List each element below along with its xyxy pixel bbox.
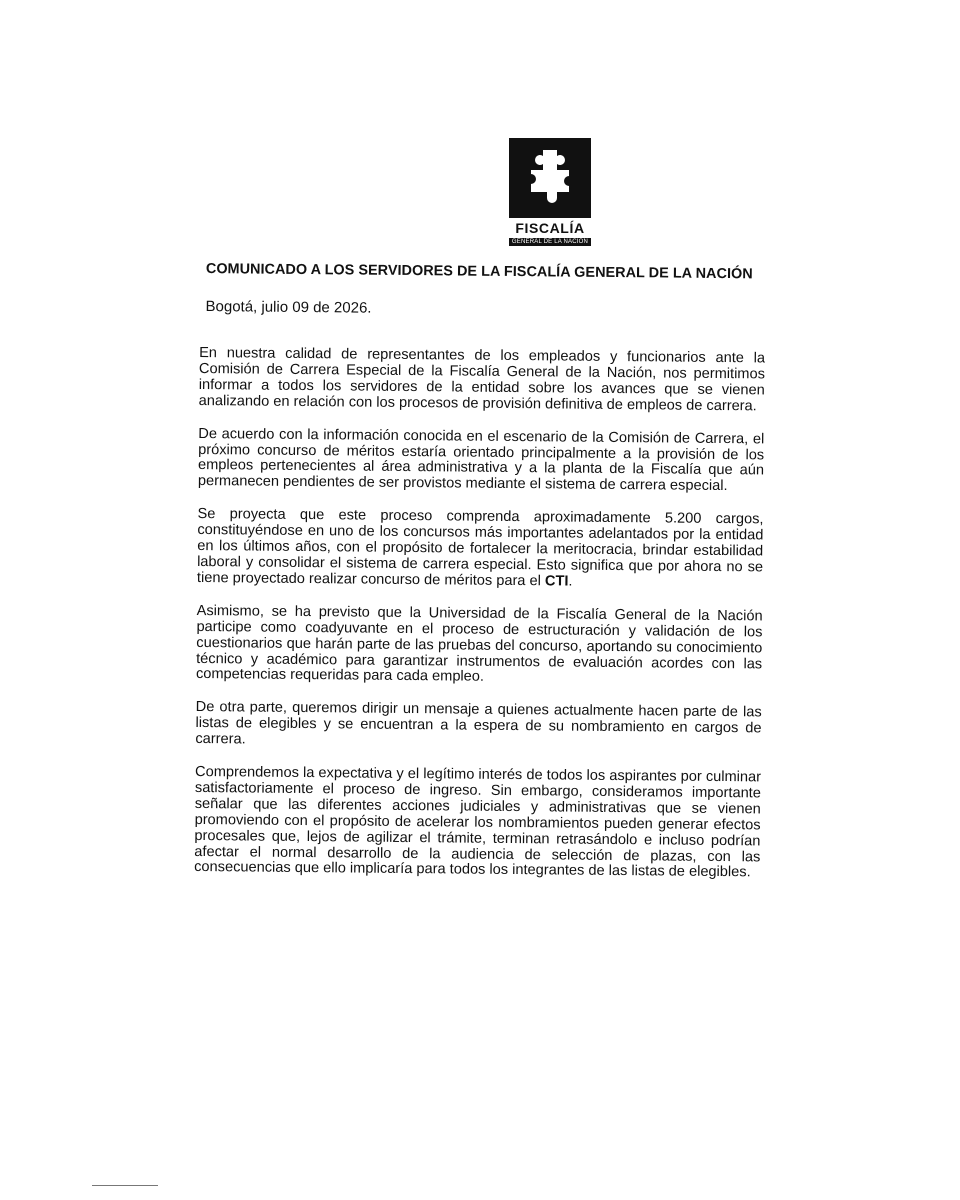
document-title: COMUNICADO A LOS SERVIDORES DE LA FISCALÍA GENERAL DE LA NACIÓN: [205, 261, 753, 283]
fiscalia-logo: [507, 138, 593, 246]
logo-wordmark: FISCALÍA: [515, 220, 585, 236]
document-date: Bogotá, julio 09 de 2026.: [205, 298, 372, 317]
cti-bold: CTI: [544, 573, 569, 590]
paragraph-3-text: Se proyecta que este proceso comprenda aproximadamente 5.200 cargos, constituyéndose en uno de los concursos más importantes adelantados por la entidad en los últimos años, con el propósito de fortalecer la meritocracia, brindar estabilidad laboral y consolidar el sistema de carrera especial. Esto significa que por ahora no se tiene proyectado realizar concurso de méritos para el: [196, 506, 764, 590]
paragraph-4: Asimismo, se ha previsto que la Universidad de la Fiscalía General de la Nación participe como coadyuvante en el proceso de estructuración y validación de los cuestionarios que harán parte de las pruebas del concurso, aportando su conocimiento técnico y académico para garantizar instrumentos de evaluación acordes con las competencias requeridas para cada empleo.: [195, 602, 763, 686]
puzzle-piece-icon: [509, 138, 591, 218]
paragraph-5: De otra parte, queremos dirigir un mensaje a quienes actualmente hacen parte de las listas de elegibles y se encuentran a la espera de su nombramiento en cargos de carrera.: [195, 699, 762, 748]
footer-divider: [92, 1185, 158, 1186]
logo-subtitle: GENERAL DE LA NACIÓN: [509, 238, 591, 246]
paragraph-1: En nuestra calidad de representantes de los empleados y funcionarios ante la Comisión de Carrera Especial de la Fiscalía General de la Nación, nos permitimos informar a todos los servidores de la entidad sobre los avances que se vienen analizando en relación con los procesos de provisión definitiva de empleos de carrera.: [198, 344, 766, 415]
paragraph-3: [197, 507, 764, 592]
letter-body: [194, 260, 766, 899]
paragraph-2: De acuerdo con la información conocida en el escenario de la Comisión de Carrera, el próximo concurso de méritos estaría orientado principalmente a la provisión de los empleos pertenecientes al área administrativa y a la planta de la Fiscalía que aún permanecen pendientes de ser provistos mediante el sistema de carrera especial.: [197, 425, 765, 495]
paragraph-6: Comprendemos la expectativa y el legítimo interés de todos los aspirantes por culminar satisfactoriamente el proceso de ingreso. Sin embargo, consideramos importante señalar que las diferentes acciones judiciales y administrativas que se vienen promoviendo con el propósito de acelerar los nombramientos pueden generar efectos procesales que, lejos de agilizar el trámite, terminan retrasándolo e incluso podrían afectar el normal desarrollo de la audiencia de selección de plazas, con las consecuencias que ello implicaría para todos los integrantes de las listas de elegibles.: [194, 764, 762, 881]
paragraph-3-end: .: [568, 573, 573, 590]
